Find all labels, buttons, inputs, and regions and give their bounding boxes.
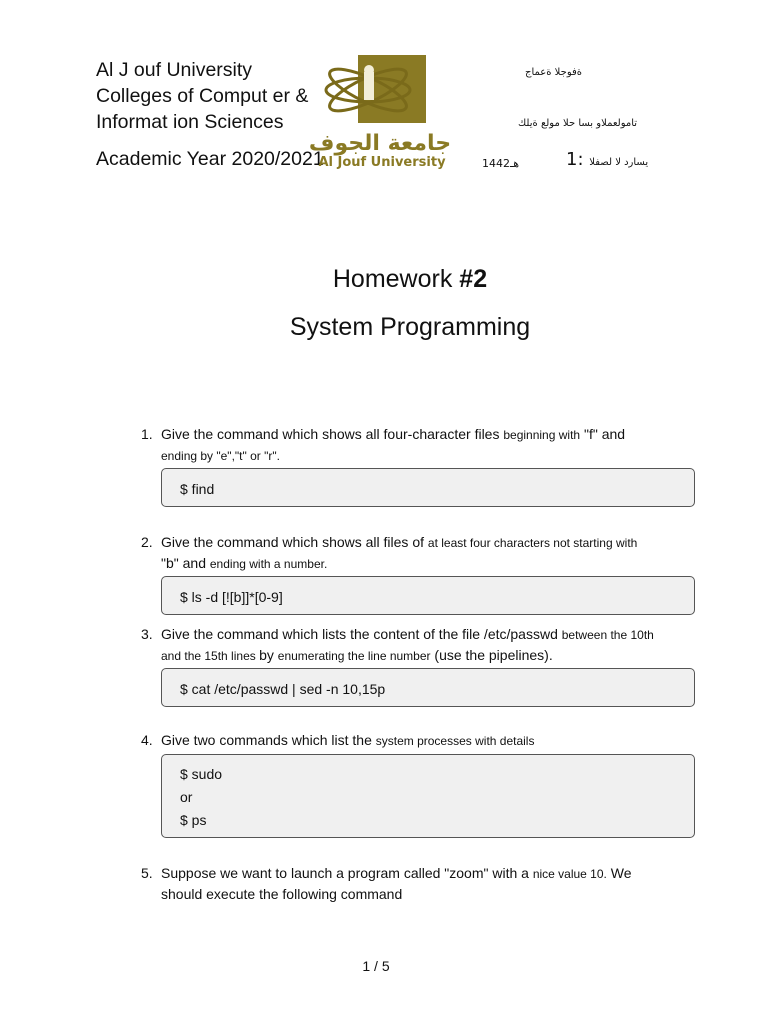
university-logo <box>300 52 460 174</box>
arabic-university-name: ةفوجلا ةعماج <box>525 67 583 78</box>
question-text-part: system processes with details <box>375 734 535 748</box>
question-text-part: Give the command which shows all files of <box>161 534 428 550</box>
question-text <box>161 424 701 466</box>
question-text-part: by <box>259 647 278 663</box>
question-number: 3. <box>141 626 153 642</box>
question-text-part: at least four characters not starting with <box>427 536 638 550</box>
question-text <box>161 730 701 751</box>
arabic-year-suffix: هـ <box>510 157 520 170</box>
question-number: 1. <box>141 426 153 442</box>
academic-year: Academic Year 2020/2021 <box>96 148 324 170</box>
question-2 <box>141 532 701 574</box>
answer-line: or <box>180 789 193 805</box>
course-title: System Programming <box>289 313 531 341</box>
question-5 <box>141 863 701 904</box>
semester-label: يسارد لا لصفلا <box>589 157 649 168</box>
question-text-part: should execute the following command <box>161 886 403 902</box>
college-name-line2: Informat ion Sciences <box>96 111 284 133</box>
homework-number: #2 <box>459 265 488 293</box>
question-text-part: Give two commands which list the <box>161 732 376 748</box>
homework-title <box>0 265 768 294</box>
question-number: 2. <box>141 534 153 550</box>
college-name-line1: Colleges of Comput er & <box>96 85 309 107</box>
question-text <box>161 863 701 904</box>
answer-line: $ ls -d [![b]]*[0-9] <box>180 589 283 605</box>
question-number: 5. <box>141 865 153 881</box>
question-text-part: ending by "e","t" or "r". <box>161 449 280 463</box>
question-text-part: Give the command which shows all four-character files <box>161 426 504 442</box>
question-text-part: beginning with <box>503 428 581 442</box>
question-text-part: We <box>606 865 632 881</box>
question-text-part: Give the command which lists the content of the file /etc/passwd <box>161 626 562 642</box>
question-text-part: between the 10th <box>561 628 654 642</box>
question-text-part: ending with a number. <box>209 557 328 571</box>
question-text-part: enumerating the line number <box>277 649 431 663</box>
question-3 <box>141 624 701 666</box>
answer-box-4[interactable] <box>161 754 695 838</box>
homework-title-text: Homework <box>332 265 460 293</box>
answer-line: $ ps <box>180 812 207 828</box>
arabic-year-number: 1442 <box>482 157 510 170</box>
page-number: 1 / 5 <box>362 958 390 974</box>
question-text-part: (use the pipelines). <box>430 647 553 663</box>
answer-line: $ cat /etc/passwd | sed -n 10,15p <box>180 681 386 697</box>
answer-box-1[interactable] <box>161 468 695 507</box>
semester <box>566 149 648 170</box>
logo-arabic-text: جامعة الجوف <box>308 131 452 156</box>
answer-line: $ sudo <box>180 766 223 782</box>
university-name: Al J ouf University <box>96 59 253 81</box>
question-text-part: "b" and <box>161 555 210 571</box>
answer-line: $ find <box>180 481 215 497</box>
answer-box-2[interactable] <box>161 576 695 615</box>
logo-english-text: Al Jouf University <box>318 155 446 170</box>
question-text-part: Suppose we want to launch a program called "zoom" with a <box>161 865 533 881</box>
arabic-year <box>482 157 519 170</box>
university-name-block <box>96 57 308 135</box>
answer-box-3[interactable] <box>161 668 695 707</box>
question-text-part: nice value 10. <box>532 867 607 881</box>
question-text <box>161 624 701 666</box>
arabic-college-name: تامولعملاو بسا حلا مولع ةيلك <box>518 118 638 129</box>
semester-number: 1: <box>566 149 584 170</box>
question-4 <box>141 730 701 751</box>
question-text-part: "f" and <box>580 426 626 442</box>
atom-logo-icon <box>300 52 460 174</box>
question-number: 4. <box>141 732 153 748</box>
question-1 <box>141 424 701 466</box>
question-text-part: and the 15th lines <box>161 649 260 663</box>
question-text <box>161 532 701 574</box>
